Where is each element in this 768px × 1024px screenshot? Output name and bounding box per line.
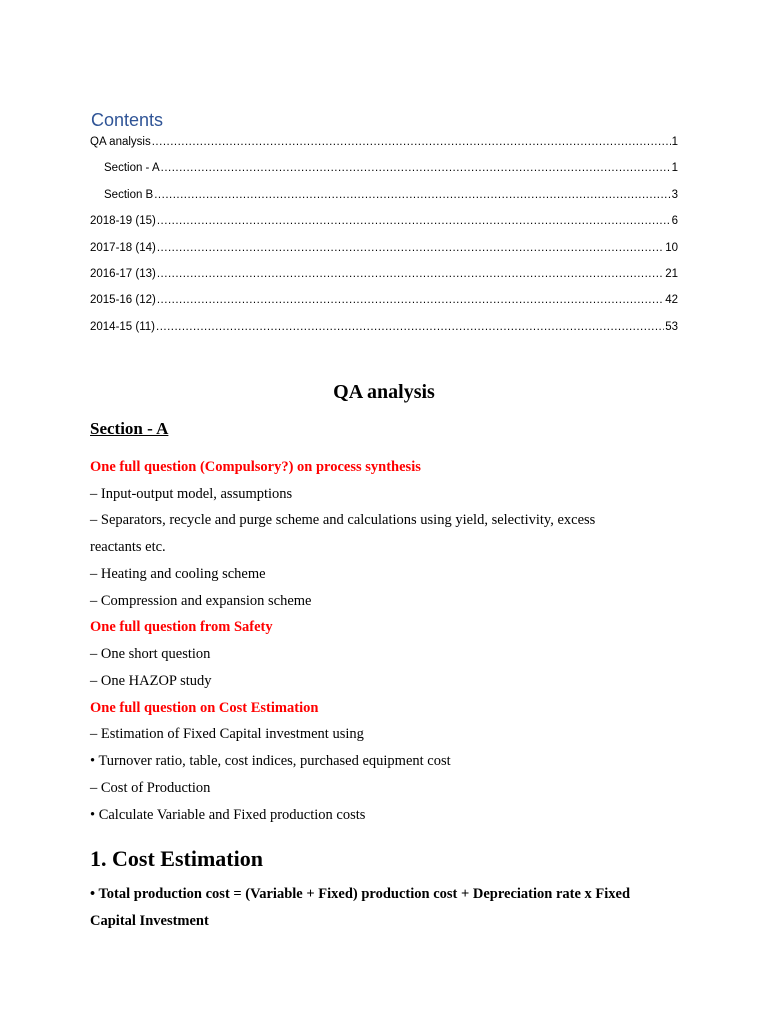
body-line: – Compression and expansion scheme — [90, 593, 312, 609]
toc-leader-dots — [157, 242, 664, 254]
toc-leader-dots — [154, 189, 670, 201]
topic-heading: One full question on Cost Estimation — [90, 700, 319, 716]
toc-leader-dots — [161, 162, 671, 174]
formula-line: • Total production cost = (Variable + Fixed) production cost + Depreciation rate x Fixed — [90, 886, 631, 902]
toc-entry-label: 2018-19 (15) — [90, 215, 156, 227]
toc-entry[interactable] — [0, 242, 768, 258]
toc-entry-label: 2017-18 (14) — [90, 242, 156, 254]
body-line: – Input-output model, assumptions — [90, 486, 293, 502]
toc-entry[interactable] — [0, 294, 768, 310]
toc-leader-dots — [157, 215, 671, 227]
section-heading: Section - A — [90, 419, 169, 438]
main-heading: QA analysis — [333, 381, 435, 403]
toc-leader-dots — [157, 268, 664, 280]
toc-entry-page: 10 — [665, 242, 678, 254]
toc-entry-label: QA analysis — [90, 136, 151, 148]
toc-entry-label: 2015-16 (12) — [90, 294, 156, 306]
toc-entry[interactable] — [0, 215, 768, 231]
body-line: – One HAZOP study — [90, 673, 212, 689]
body-line: • Calculate Variable and Fixed production costs — [90, 807, 366, 823]
toc-entry[interactable] — [0, 268, 768, 284]
topic-heading: One full question from Safety — [90, 619, 273, 635]
body-line: – Estimation of Fixed Capital investment using — [90, 726, 364, 742]
toc-entry-page: 1 — [671, 136, 678, 148]
toc-leader-dots — [152, 136, 671, 148]
toc-entry[interactable] — [0, 189, 768, 205]
toc-entry-page: 42 — [665, 294, 678, 306]
toc-entry[interactable] — [0, 321, 768, 337]
toc-leader-dots — [157, 294, 664, 306]
formula-line: Capital Investment — [90, 913, 209, 929]
toc-entry-page: 6 — [671, 215, 678, 227]
toc-entry-label: Section B — [104, 189, 154, 201]
contents-title: Contents — [91, 110, 164, 130]
toc-entry-label: 2014-15 (11) — [90, 321, 155, 333]
body-line: • Turnover ratio, table, cost indices, purchased equipment cost — [90, 753, 451, 769]
body-line: – Cost of Production — [90, 780, 211, 796]
topic-heading: One full question (Compulsory?) on process synthesis — [90, 459, 421, 475]
toc-entry[interactable] — [0, 136, 768, 152]
toc-entry[interactable] — [0, 162, 768, 178]
toc-entry-page: 3 — [671, 189, 678, 201]
body-line: – One short question — [90, 646, 211, 662]
body-line: reactants etc. — [90, 539, 166, 555]
toc-entry-label: Section - A — [104, 162, 160, 174]
body-line: – Heating and cooling scheme — [90, 566, 266, 582]
toc-entry-page: 21 — [665, 268, 678, 280]
cost-estimation-heading: 1. Cost Estimation — [90, 846, 263, 871]
body-line: – Separators, recycle and purge scheme and calculations using yield, selectivity, excess — [90, 512, 596, 528]
toc-entry-label: 2016-17 (13) — [90, 268, 156, 280]
toc-leader-dots — [156, 321, 664, 333]
toc-entry-page: 53 — [665, 321, 678, 333]
toc-entry-page: 1 — [671, 162, 678, 174]
